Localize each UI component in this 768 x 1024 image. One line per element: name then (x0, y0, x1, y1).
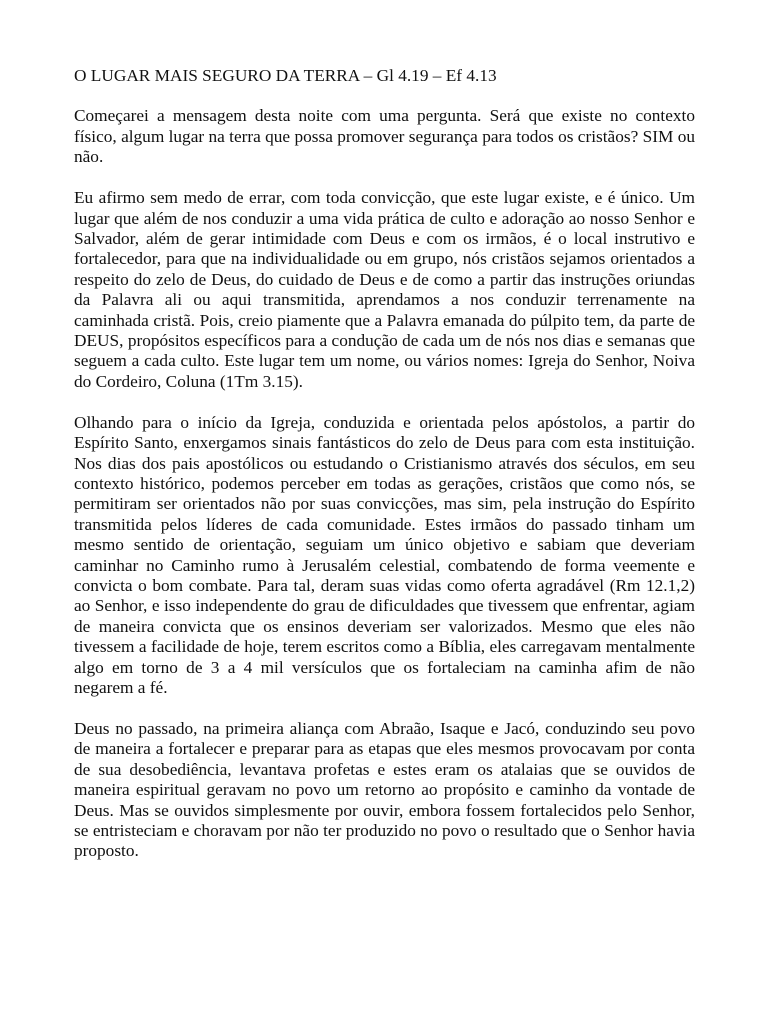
document-page (74, 66, 695, 882)
document-title: O LUGAR MAIS SEGURO DA TERRA – Gl 4.19 – Ef 4.13 (74, 66, 497, 85)
paragraph-prophets: Deus no passado, na primeira aliança com Abraão, Isaque e Jacó, conduzindo seu povo de maneira a fortalecer e preparar para as etapas que eles mesmos provocavam por conta de sua desobediência, levantava profetas e estes eram os atalaias que se ouvidos de maneira espiritual geravam no povo um retorno ao propósito e caminho da vontade de Deus. Mas se ouvidos simplesmente por ouvir, embora fossem fortalecidos pelo Senhor, se entristeciam e choravam por não ter produzido no povo o resultado que o Senhor havia proposto. (74, 718, 695, 861)
paragraph-opening-question: Começarei a mensagem desta noite com uma pergunta. Será que existe no contexto físico, algum lugar na terra que possa promover segurança para todos os cristãos? SIM ou não. (74, 106, 695, 167)
paragraph-unique-place: Eu afirmo sem medo de errar, com toda convicção, que este lugar existe, e é único. Um lugar que além de nos conduzir a uma vida prática de culto e adoração ao nosso Senhor e Salvador, além de gerar intimidade com Deus e com os irmãos, é o local instrutivo e fortalecedor, para que na individualidade ou em grupo, nós cristãos sejamos orientados a respeito do zelo de Deus, do cuidado de Deus e de como a partir das instruções oriundas da Palavra ali ou aqui transmitida, aprendamos a nos conduzir terrenamente na caminhada cristã. Pois, creio piamente que a Palavra emanada do púlpito tem, da parte de DEUS, propósitos específicos para a condução de cada um de nós nos dias e semanas que seguem a cada culto. Este lugar tem um nome, ou vários nomes: Igreja do Senhor, Noiva do Cordeiro, Coluna (1Tm 3.15). (74, 188, 695, 391)
paragraph-early-church: Olhando para o início da Igreja, conduzida e orientada pelos apóstolos, a partir do Espírito Santo, enxergamos sinais fantásticos do zelo de Deus para com esta instituição. Nos dias dos pais apostólicos ou estudando o Cristianismo através dos séculos, em seu contexto histórico, podemos perceber em todas as gerações, cristãos que como nós, se permitiram ser orientados não por suas convicções, mas sim, pela instrução do Espírito transmitida pelos líderes de cada comunidade. Estes irmãos do passado tinham um mesmo sentido de orientação, seguiam um único objetivo e sabiam que deveriam caminhar no Caminho rumo à Jerusalém celestial, combatendo de forma veemente e convicta o bom combate. Para tal, deram suas vidas como oferta agradável (Rm 12.1,2) ao Senhor, e isso independente do grau de dificuldades que tivessem que enfrentar, agiam de maneira convicta que os ensinos deveriam ser valorizados. Mesmo que eles não tivessem a facilidade de hoje, terem escritos como a Bíblia, eles carregavam mentalmente algo em torno de 3 a 4 mil versículos que os fortaleciam na caminha afim de não negarem a fé. (74, 412, 695, 697)
